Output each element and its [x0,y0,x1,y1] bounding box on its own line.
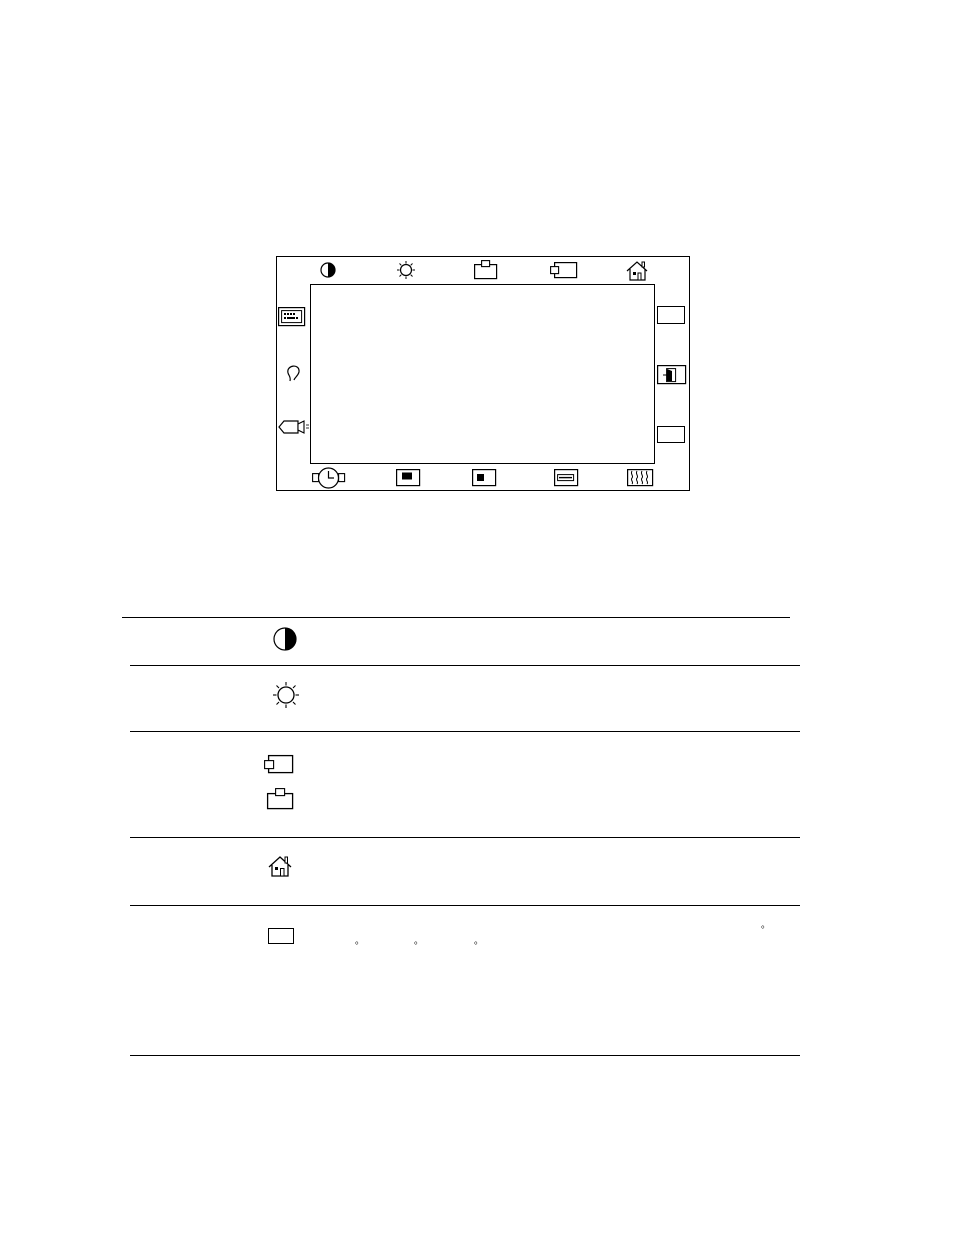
horizontal-position-icon[interactable] [550,262,578,280]
horizontal-position-icon [264,755,296,775]
keyboard-icon[interactable] [278,307,306,327]
blank-box-icon[interactable] [657,306,685,324]
exit-icon[interactable] [657,365,687,385]
small-picture-icon[interactable] [472,469,497,487]
camera-icon[interactable] [278,420,310,436]
osd-screen-area [310,284,655,464]
table-bottom-rule [130,1055,800,1056]
table-row-divider [130,665,800,666]
degree-mark: ° [355,940,359,950]
table-row-divider [130,905,800,906]
degree-mark: ° [414,940,418,950]
brightness-icon[interactable] [397,261,417,281]
wavy-moire-icon[interactable] [627,469,654,487]
brightness-icon [273,682,301,710]
table-row-divider [130,731,800,732]
clock-icon[interactable] [312,467,346,489]
degree-mark: ° [761,924,765,934]
blank-box-icon[interactable] [657,426,685,443]
vertical-size-icon [267,788,295,812]
reset-home-icon[interactable] [626,260,650,282]
picture-icon[interactable] [396,469,421,487]
vertical-size-icon[interactable] [474,260,498,280]
degauss-headset-icon[interactable] [285,361,303,383]
contrast-icon [273,627,297,651]
table-top-rule [122,617,790,618]
degree-mark: ° [474,940,478,950]
ruler-icon[interactable] [554,469,579,487]
contrast-icon[interactable] [320,262,338,280]
table-row-divider [130,837,800,838]
reset-home-icon [268,855,294,879]
blank-box-icon [268,928,294,944]
